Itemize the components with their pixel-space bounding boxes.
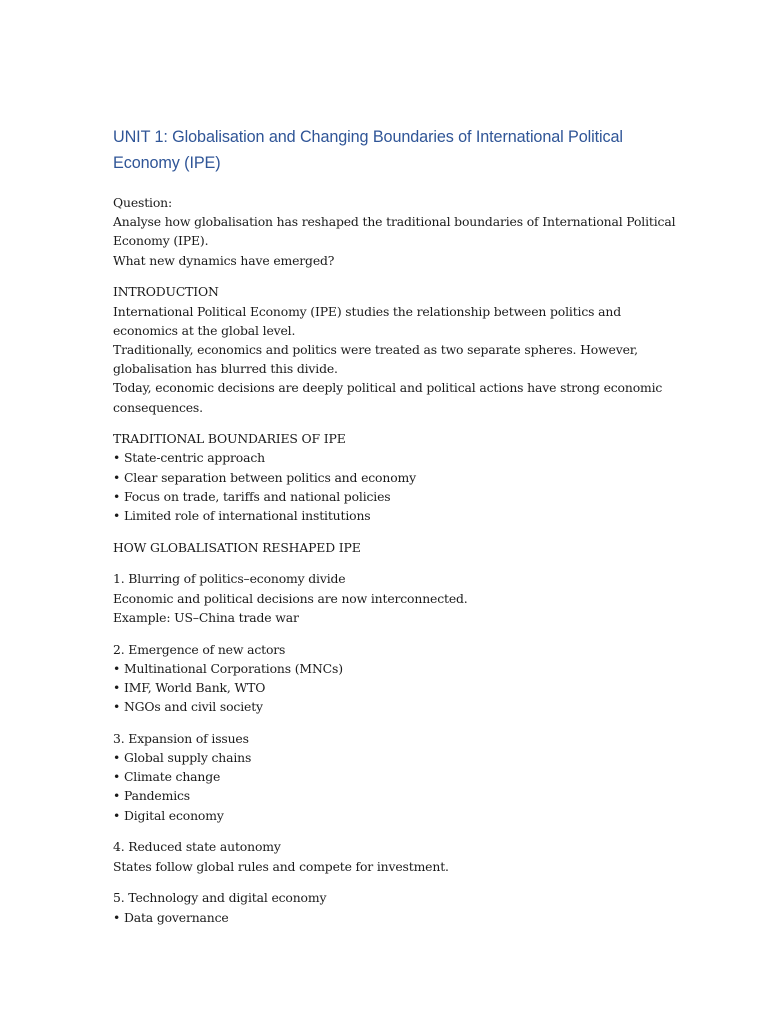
text-line: globalisation has blurred this divide. xyxy=(113,361,338,377)
text-line: Question: xyxy=(113,195,173,210)
title-line: Economy (IPE) xyxy=(113,154,221,172)
section-question xyxy=(113,193,676,270)
text-line: HOW GLOBALISATION RESHAPED IPE xyxy=(113,539,361,555)
section-point-1 xyxy=(113,569,673,627)
section-traditional-boundaries xyxy=(113,429,673,525)
text-line: • Multinational Corporations (MNCs) xyxy=(113,660,343,676)
text-line: Analyse how globalisation has reshaped the traditional boundaries of International Political xyxy=(113,214,676,230)
text-line: 3. Expansion of issues xyxy=(113,730,249,746)
text-line: • Data governance xyxy=(113,909,229,925)
document-page xyxy=(113,124,676,939)
text-line: Economic and political decisions are now interconnected. xyxy=(113,590,468,606)
text-line: States follow global rules and compete for investment. xyxy=(113,858,449,874)
text-line: • Global supply chains xyxy=(113,750,252,766)
text-line: INTRODUCTION xyxy=(113,284,219,300)
section-introduction xyxy=(113,282,673,416)
text-line: • Climate change xyxy=(113,769,221,785)
text-line: Economy (IPE). xyxy=(113,233,209,249)
section-point-5 xyxy=(113,888,673,926)
text-line: International Political Economy (IPE) studies the relationship between politics and xyxy=(113,303,622,319)
text-line: consequences. xyxy=(113,399,203,415)
text-line: • IMF, World Bank, WTO xyxy=(113,679,266,695)
text-line: • State-centric approach xyxy=(113,450,265,466)
text-line: Example: US–China trade war xyxy=(113,609,299,625)
text-line: 2. Emergence of new actors xyxy=(113,641,286,657)
text-line: 1. Blurring of politics–economy divide xyxy=(113,571,346,587)
text-line: economics at the global level. xyxy=(113,322,296,338)
text-line: • NGOs and civil society xyxy=(113,699,263,715)
text-line: • Clear separation between politics and economy xyxy=(113,469,416,485)
text-line: • Focus on trade, tariffs and national policies xyxy=(113,488,391,504)
title-line: UNIT 1: Globalisation and Changing Boundaries of International Political xyxy=(113,128,623,146)
document-title xyxy=(113,124,673,176)
text-line: Today, economic decisions are deeply political and political actions have strong economic xyxy=(113,380,663,396)
section-point-3 xyxy=(113,729,673,825)
text-line: 4. Reduced state autonomy xyxy=(113,839,281,855)
text-line: 5. Technology and digital economy xyxy=(113,890,327,906)
text-line: What new dynamics have emerged? xyxy=(113,252,335,268)
text-line: Traditionally, economics and politics were treated as two separate spheres. However, xyxy=(113,341,638,357)
section-how-globalisation-reshaped xyxy=(113,538,673,557)
document-body xyxy=(113,193,676,927)
text-line: • Limited role of international institutions xyxy=(113,508,371,524)
section-point-2 xyxy=(113,640,673,717)
section-point-4 xyxy=(113,837,673,875)
text-line: TRADITIONAL BOUNDARIES OF IPE xyxy=(113,431,346,447)
text-line: • Digital economy xyxy=(113,807,224,823)
text-line: • Pandemics xyxy=(113,788,191,804)
